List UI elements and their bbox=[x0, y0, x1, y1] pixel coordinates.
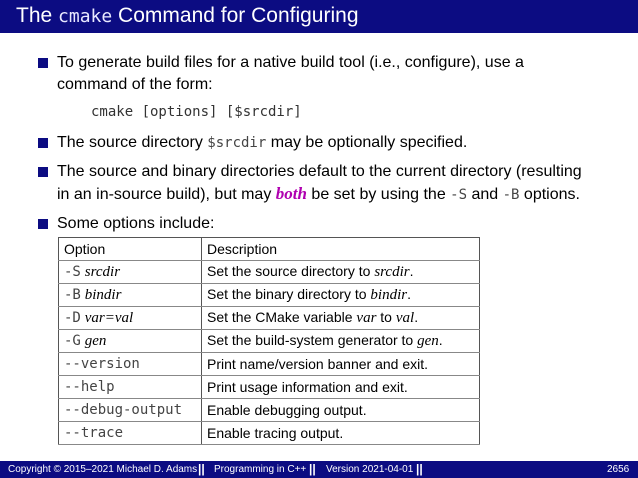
option-code: -S bbox=[64, 263, 81, 280]
option-cell bbox=[59, 284, 202, 307]
description-text: Set the source directory to bbox=[207, 262, 375, 279]
description-cell bbox=[202, 330, 480, 353]
option-cell bbox=[59, 330, 202, 353]
bullet-square-icon bbox=[38, 167, 48, 177]
bullet-1-line-2: command of the form: bbox=[57, 76, 213, 93]
description-text: Set the CMake variable bbox=[207, 308, 357, 325]
option-code: --version bbox=[64, 356, 140, 372]
footer-separator: || bbox=[198, 462, 205, 476]
option-cell bbox=[59, 376, 202, 399]
option-s-code: -S bbox=[450, 187, 468, 203]
table-row bbox=[59, 353, 480, 376]
footer-version: Version 2021-04-01 bbox=[326, 464, 414, 475]
table-header-row bbox=[59, 238, 480, 261]
description-italic: bindir bbox=[370, 286, 408, 303]
description-suffix: . bbox=[414, 308, 419, 325]
bullet-3 bbox=[38, 161, 628, 206]
description-mid: to bbox=[376, 308, 396, 325]
table-row bbox=[59, 284, 480, 307]
bullet-1-line-1: To generate build files for a native build tool (i.e., configure), use a bbox=[57, 54, 524, 71]
option-code: -D bbox=[64, 309, 81, 326]
bullet-2-code: $srcdir bbox=[207, 135, 267, 151]
description-suffix: . bbox=[438, 331, 443, 348]
description-cell bbox=[202, 307, 480, 330]
description-cell: Enable debugging output. bbox=[202, 399, 480, 422]
option-arg: bindir bbox=[84, 286, 122, 303]
bullet-3-text-and: and bbox=[467, 186, 503, 203]
option-code: --help bbox=[64, 379, 115, 395]
table-row bbox=[59, 422, 480, 445]
description-text: Set the binary directory to bbox=[207, 285, 371, 302]
table-row bbox=[59, 376, 480, 399]
footer-separator: || bbox=[416, 462, 423, 476]
option-cell bbox=[59, 399, 202, 422]
title-code: cmake bbox=[58, 6, 113, 27]
description-text: Set the build-system generator to bbox=[207, 331, 418, 348]
bullet-3-text-mid: be set by using the bbox=[306, 186, 451, 203]
option-cell bbox=[59, 353, 202, 376]
slide-title-bar bbox=[0, 0, 638, 33]
table-row bbox=[59, 307, 480, 330]
bullet-3-line-1: The source and binary directories default to the current directory (resulting bbox=[57, 163, 582, 180]
bullet-4 bbox=[38, 213, 628, 235]
option-b-code: -B bbox=[502, 187, 520, 203]
bullet-2-text-pre: The source directory bbox=[57, 134, 208, 151]
table-row bbox=[59, 261, 480, 284]
description-cell: Print name/version banner and exit. bbox=[202, 353, 480, 376]
description-suffix: . bbox=[409, 262, 414, 279]
description-cell bbox=[202, 284, 480, 307]
description-cell: Print usage information and exit. bbox=[202, 376, 480, 399]
option-cell bbox=[59, 261, 202, 284]
option-cell bbox=[59, 307, 202, 330]
column-header-description: Description bbox=[202, 238, 480, 261]
bullet-square-icon bbox=[38, 219, 48, 229]
description-italic-2: val bbox=[395, 309, 415, 326]
description-suffix: . bbox=[407, 285, 411, 302]
footer-copyright: Copyright © 2015–2021 Michael D. Adams bbox=[8, 464, 198, 475]
option-code: --debug-output bbox=[64, 402, 183, 418]
bullet-1 bbox=[38, 52, 628, 96]
title-text-post: Command for Configuring bbox=[112, 4, 359, 27]
column-header-option: Option bbox=[59, 238, 202, 261]
description-cell bbox=[202, 261, 480, 284]
option-arg: var=val bbox=[84, 309, 134, 326]
option-arg: gen bbox=[84, 332, 107, 349]
bullet-3-text-pre: in an in-source build), but may bbox=[57, 186, 276, 203]
bullet-2-text-post: may be optionally specified. bbox=[266, 134, 468, 151]
description-italic: gen bbox=[417, 332, 439, 349]
table-row bbox=[59, 399, 480, 422]
bullet-square-icon bbox=[38, 138, 48, 148]
description-italic: srcdir bbox=[374, 263, 410, 280]
option-arg: srcdir bbox=[84, 263, 121, 280]
bullet-square-icon bbox=[38, 58, 48, 68]
bullet-4-text: Some options include: bbox=[57, 215, 215, 232]
bullet-2 bbox=[38, 132, 628, 154]
footer-course: Programming in C++ bbox=[214, 464, 307, 475]
option-code: -B bbox=[64, 286, 81, 303]
emphasis-both: both bbox=[275, 184, 307, 203]
description-cell: Enable tracing output. bbox=[202, 422, 480, 445]
slide-title bbox=[16, 4, 359, 29]
table-row bbox=[59, 330, 480, 353]
description-italic: var bbox=[356, 309, 377, 326]
option-code: -G bbox=[64, 332, 81, 349]
title-text-pre: The bbox=[16, 4, 59, 27]
footer-page-number: 2656 bbox=[607, 464, 630, 475]
option-cell bbox=[59, 422, 202, 445]
options-table bbox=[58, 237, 480, 445]
command-syntax: cmake [options] [$srcdir] bbox=[91, 104, 302, 120]
slide-footer bbox=[0, 461, 638, 478]
bullet-3-text-post: options. bbox=[519, 186, 580, 203]
footer-separator: || bbox=[309, 462, 316, 476]
option-code: --trace bbox=[64, 425, 124, 441]
